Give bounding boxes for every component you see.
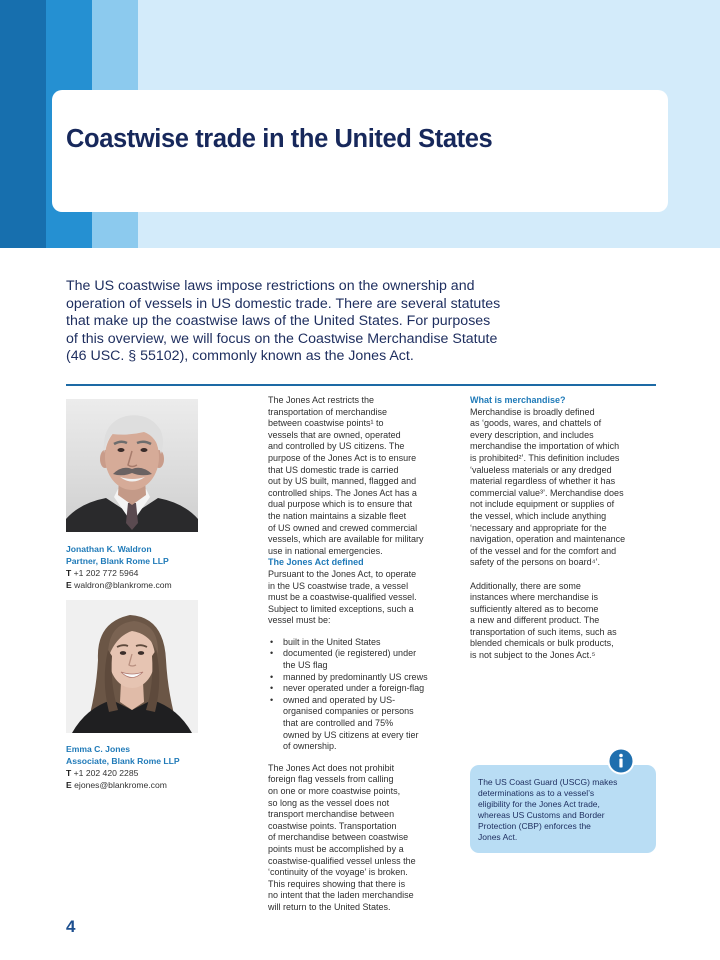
contact-role: Associate, Blank Rome LLP [66,756,180,766]
contact-phone-line [66,767,256,779]
intro-paragraph: The US coastwise laws impose restrictions on the ownership and operation of vessels in US domestic trade. There are several statutes that make up the coastwise laws of the United States. For purposes of this overview, we will focus on the Coastwise Merchandise Statute (46 USC. § 55102), commonly known as the Jones Act. [66,278,501,365]
title-box [52,90,668,212]
email-label: E [66,780,72,790]
section-heading-jones-act-defined: The Jones Act defined [268,557,364,568]
portrait-jonathan-waldron [66,399,198,532]
section-heading-merchandise: What is merchandise? [470,395,566,405]
contact-card-waldron [66,543,256,591]
email-label: E [66,580,72,590]
list-item: • never operated under a foreign-flag [268,683,460,695]
foreign-vessels-paragraph: The Jones Act does not prohibit foreign flag vessels from calling on one or more coastwise points, so long as the vessel does not transport merchandise between coastwise points. Transportation of merchandise between coastwise points must be accomplished by a coastwise-qualified vessel unless the ‘continuity of the voyage’ is broken. This requires showing that there is no intent that the laden merchandise will return to the United States. [268,762,416,912]
contact-email: waldron@blankrome.com [74,580,172,590]
list-item: • manned by predominantly US crews [268,672,460,684]
portrait-image [66,600,198,733]
right-eye [138,651,144,655]
info-icon-dot [619,754,623,758]
left-eye [118,448,125,452]
phone-label: T [66,568,72,578]
contact-email-line [66,579,256,591]
contact-phone: +1 202 420 2285 [73,768,139,778]
middle-column [268,395,460,914]
contact-name: Emma C. Jones [66,744,130,754]
phone-label: T [66,768,72,778]
qualification-paragraph: Pursuant to the Jones Act, to operate in the US coastwise trade, a vessel must be a coastwise-qualified vessel. Subject to limited exceptions, such a vessel must be: [268,568,417,626]
altered-merchandise-paragraph: Additionally, there are some instances where merchandise is sufficiently altered as to become a new and different product. The transportation of such items, such as blended chemicals or bulk products, is not subject to the Jones Act.⁵ [470,580,617,661]
left-eye [120,651,126,655]
contact-role: Partner, Blank Rome LLP [66,556,169,566]
jones-act-overview-paragraph: The Jones Act restricts the transportation of merchandise between coastwise points¹ to vessels that are owned, operated and controlled by US citizens. The purpose of the Jones Act is to ensure that US domestic trade is carried out by US built, manned, flagged and controlled ships. The Jones Act has a dual purpose which is to ensure that the nation maintains a sizable fleet of US owned and crewed commercial vessels, which are available for military use in national emergencies. [268,395,424,556]
info-icon [607,747,635,775]
contact-phone-line [66,567,256,579]
banner-stripe-dark [0,0,46,248]
info-icon-stem [619,759,622,768]
page-number: 4 [66,917,76,936]
section-divider [66,384,656,386]
contact-phone: +1 202 772 5964 [73,568,139,578]
contact-email: ejones@blankrome.com [74,780,167,790]
list-item: • documented (ie registered) under the US flag [268,648,460,671]
info-callout-text: The US Coast Guard (USCG) makes determinations as to a vessel’s eligibility for the Jones Act trade, whereas US Customs and Border Protection (CBP) enforces the Jones Act. [478,777,618,842]
portrait-image [66,399,198,532]
list-item: • owned and operated by US- organised companies or persons that are controlled and 75% owned by US citizens at every tier of ownership. [268,695,460,753]
requirements-list [268,637,460,753]
contact-card-jones [66,743,256,791]
right-column [470,395,662,662]
page-title: Coastwise trade in the United States [66,125,493,153]
contact-name: Jonathan K. Waldron [66,544,152,554]
right-eye [141,448,148,452]
info-callout-box [470,765,656,853]
portrait-emma-jones [66,600,198,733]
merchandise-definition-paragraph: Merchandise is broadly defined as ‘goods, wares, and chattels of every description, and includes merchandise the importation of which is prohibited²’. This definition includes ‘valueless materials or any dredged material regardless of whether it has commercial value³’. Merchandise does not include equipment or supplies of the vessel, which include anything ‘necessary and appropriate for the navigation, operation and maintenance of the vessel and for the comfort and safety of the persons on board⁴’. [470,406,626,568]
list-item: • built in the United States [268,637,460,649]
contact-email-line [66,779,256,791]
